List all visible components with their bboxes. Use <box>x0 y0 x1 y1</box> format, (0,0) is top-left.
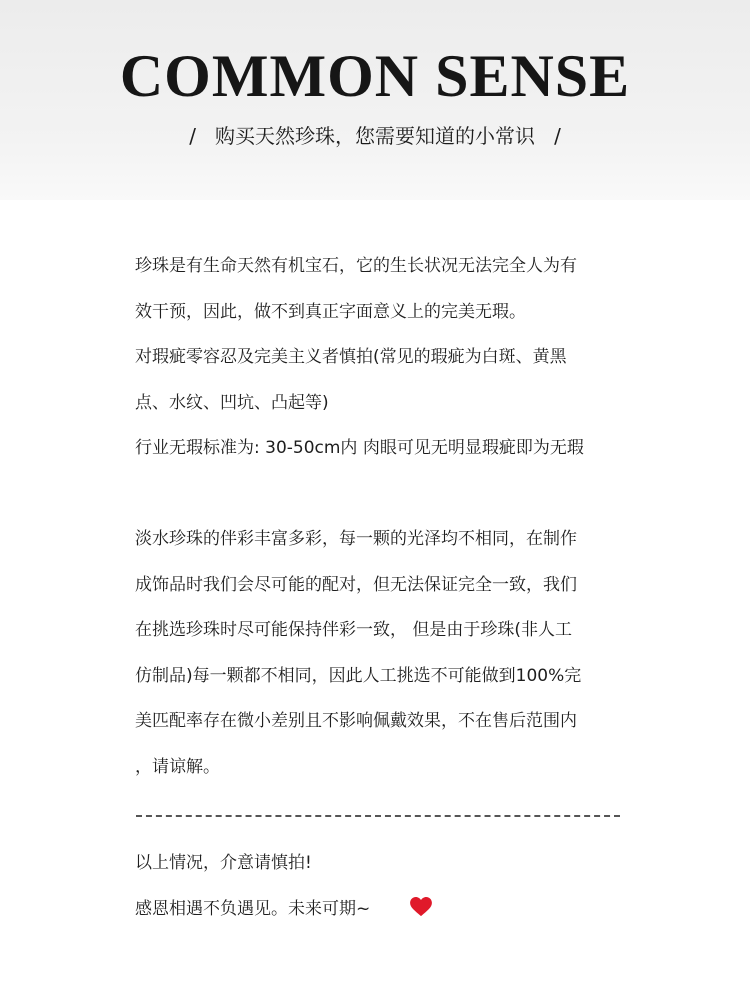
closing-notes <box>135 841 635 932</box>
text-line: 淡水珍珠的伴彩丰富多彩，每一颗的光泽均不相同，在制作 <box>135 529 577 549</box>
text-line: 对瑕疵零容忍及完美主义者慎拍(常见的瑕疵为白斑、黄黑 <box>135 347 567 367</box>
closing-line: 感恩相遇不负遇见。未来可期~ <box>135 898 371 919</box>
heart-icon <box>410 897 432 917</box>
text-line: 点、水纹、凹坑、凸起等) <box>135 392 329 413</box>
paragraph-gap <box>135 472 635 518</box>
notice-body <box>135 244 635 790</box>
text-line: ，请谅解。 <box>135 756 220 777</box>
text-line: 在挑选珍珠时尽可能保持伴彩一致， 但是由于珍珠(非人工 <box>135 620 573 640</box>
header-banner <box>0 0 750 200</box>
dashed-divider <box>136 815 620 817</box>
text-line: 珍珠是有生命天然有机宝石，它的生长状况无法完全人为有 <box>135 256 577 276</box>
text-line: 效干预，因此，做不到真正字面意义上的完美无瑕。 <box>135 301 526 322</box>
text-line: 行业无瑕标准为: 30-50cm内 肉眼可见无明显瑕疵即为无瑕 <box>135 438 584 458</box>
text-line: 美匹配率存在微小差别且不影响佩戴效果，不在售后范围内 <box>135 711 577 731</box>
text-line: 成饰品时我们会尽可能的配对，但无法保证完全一致，我们 <box>135 574 577 595</box>
closing-line: 以上情况，介意请慎拍! <box>135 853 312 873</box>
text-line: 仿制品)每一颗都不相同，因此人工挑选不可能做到100%完 <box>135 665 582 686</box>
page-title: COMMON SENSE <box>119 43 631 109</box>
page-subtitle: / 购买天然珍珠，您需要知道的小常识 / <box>189 124 561 148</box>
